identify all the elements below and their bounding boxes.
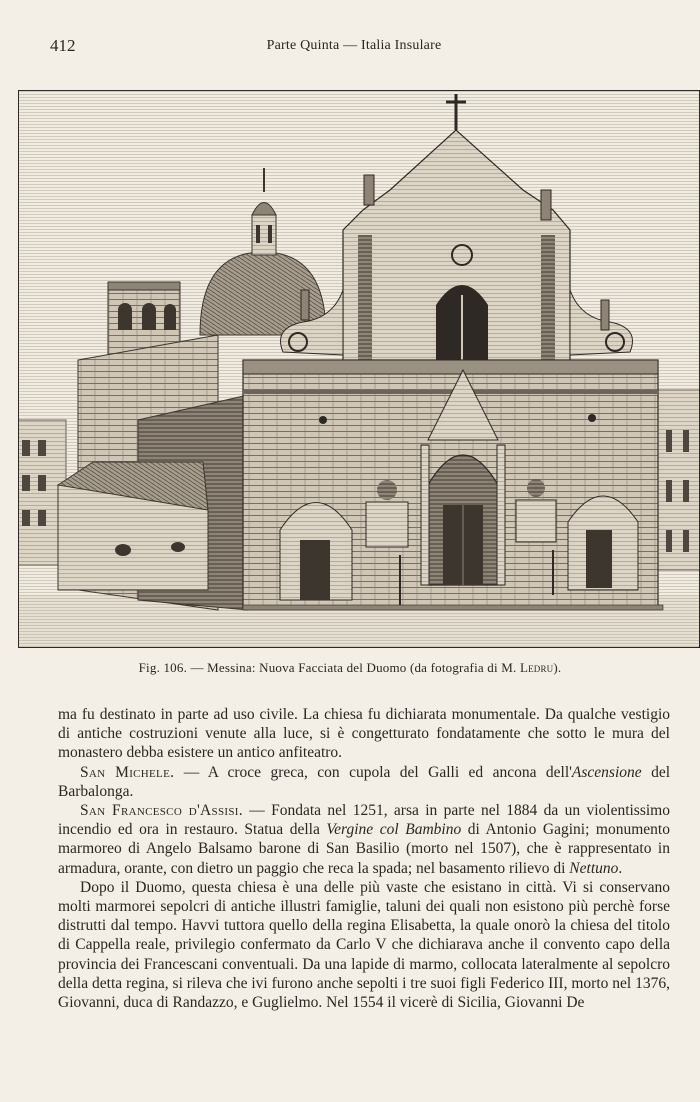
caption-photographer: Ledru [519,660,554,675]
cathedral-engraving [18,90,700,648]
caption-prefix: Fig. 106. — Messina: Nuova Facciata del Duomo (da fotografia di M. [138,660,520,675]
running-title: Parte Quinta — Italia Insulare [266,38,442,53]
body-text [58,705,670,1012]
figure-caption [0,660,700,676]
caption-suffix: ). [553,660,562,675]
text-run: — A croce greca, con cupola del Galli ed ancona dell' [174,763,572,781]
paragraph-duomo: Dopo il Duomo, questa chiesa è una delle più vaste che esistano in città. Vi si conservano molti marmorei sepolcri di antiche illustri famiglie, taluni dei quali non esistono più perchè forse distrutti dal tempo. Havvi tuttora quello della regina Elisabetta, la quale onorò la chiesa del titolo di Cappella reale, privilegio confermato da Carlo V che dichiarava anche il convento capo della provincia dei Francescani conventuali. Da una lapide di marmo, collocata lateralmente al sepolcro della detta regina, si rileva che ivi furono anche sepolti i tre suoi figli Federico III, morto nel 1376, Giovanni, duca di Randazzo, e Guglielmo. Nel 1554 il vicerè di Sicilia, Giovanni De [58,878,670,1012]
entry-title-san-francesco: San Francesco d'Assisi. [80,802,243,820]
italic-vergine: Vergine col Bambino [326,821,462,839]
text-run: del Barbalonga. [58,763,671,800]
page-header [50,36,658,62]
italic-nettuno: Nettuno [569,859,619,877]
text-run: . [618,859,623,877]
text-run: — Fondata nel 1251, arsa in parte nel 1884 da un violentissimo incendio ed ora in restauro. Statua della [58,802,670,839]
paragraph-san-francesco [58,801,670,878]
paragraph-continuation: ma fu destinato in parte ad uso civile. La chiesa fu dichiarata monumentale. Da qualche vestigio di antiche costruzioni venute alla luce, si è congetturato fondatamente che sotto le mura del monastero debba esistere un antico anfiteatro. [58,706,670,762]
italic-ascensione: Ascensione [571,763,642,781]
entry-title-san-michele: San Michele. [80,763,175,781]
text-run: di Antonio Gagini; monumento marmoreo di Angelo Balsamo barone di San Basilio (morto nel 1507), che è rappresentato in armadura, orante, con dietro un paggio che reca la spada; nel basamento rilievo di [58,821,670,877]
page-number: 412 [50,36,76,55]
paragraph-san-michele [58,763,670,801]
